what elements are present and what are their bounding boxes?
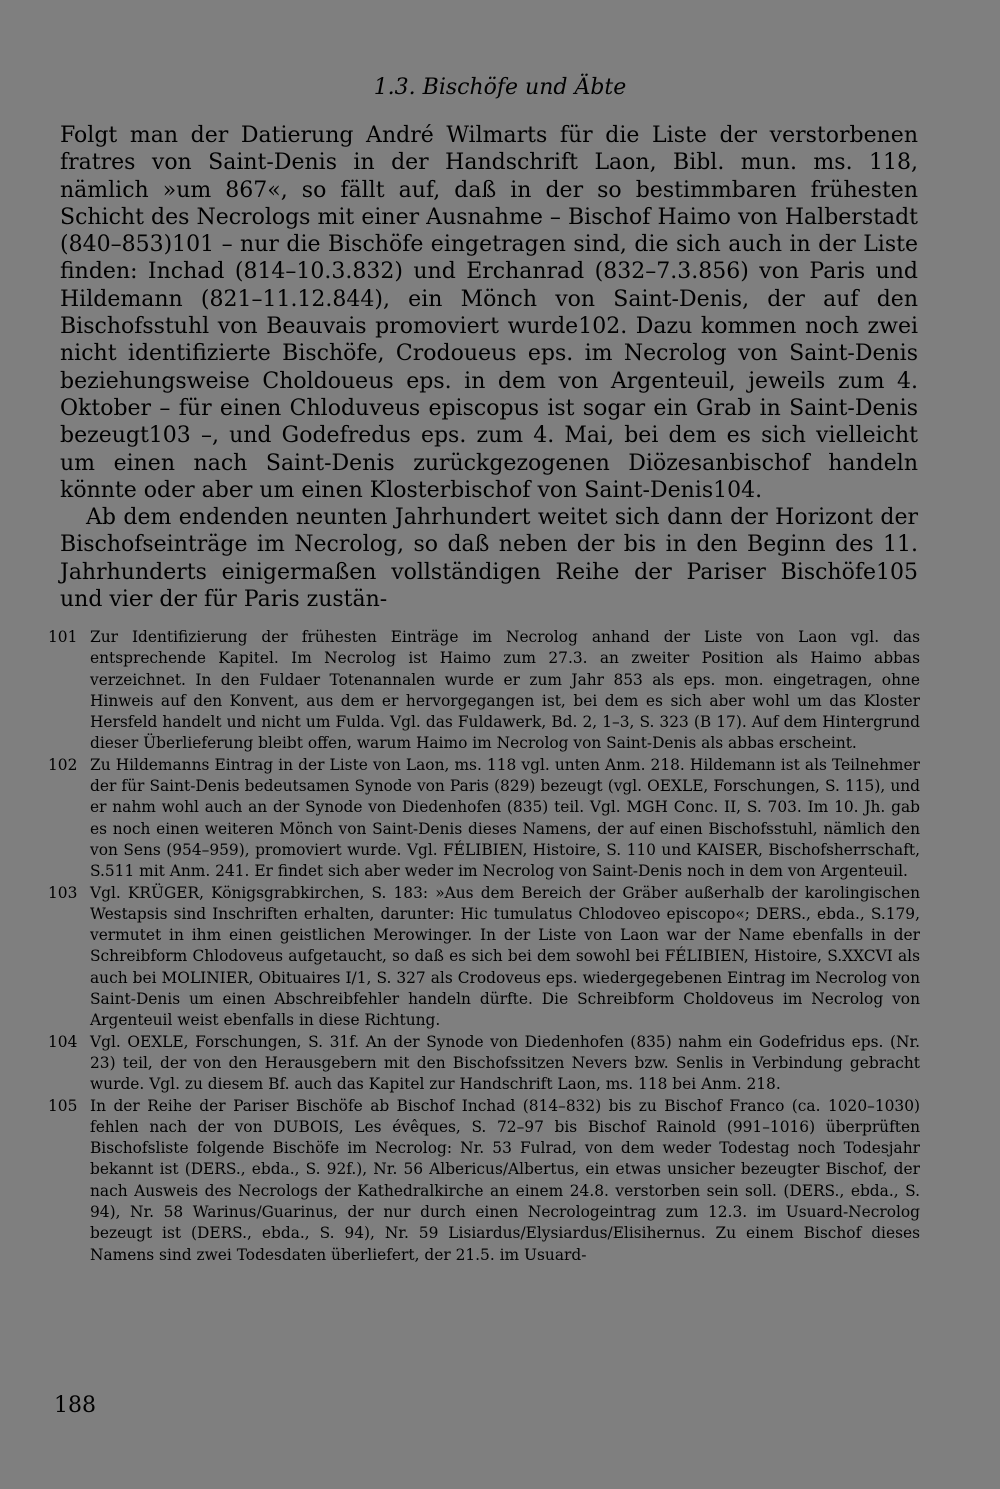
footnote-text: Zu Hildemanns Eintrag in der Liste von Laon, ms. 118 vgl. unten Anm. 218. Hildemann ist als Teilnehmer der für Saint-Denis bedeutsamen Synode von Paris (829) bezeugt (vgl. OEXLE, Forschungen, S. 115), und er nahm wohl auch an der Synode von Diedenhofen (835) teil. Vgl. MGH Conc. II, S. 703. Im 10. Jh. gab es noch einen weiteren Mönch von Saint-Denis dieses Namens, der auf einen Bischofsstuhl, nämlich den von Sens (954–959), promoviert wurde. Vgl. FÉLIBIEN, Histoire, S. 110 und KAISER, Bischofsherrschaft, S.511 mit Anm. 241. Er findet sich aber weder im Necrolog von Saint-Denis noch in dem von Argenteuil. <box>90 755 920 881</box>
footnote-text: Zur Identifizierung der frühesten Einträge im Necrolog anhand der Liste von Laon vgl. das entsprechende Kapitel. Im Necrolog ist Haimo zum 27.3. an zweiter Position als Haimo abbas verzeichnet. In den Fuldaer Totenannalen wurde er zum Jahr 853 als eps. mon. eingetragen, ohne Hinweis auf den Konvent, aus dem er hervorgegangen ist, bei dem es sich aber wohl um das Kloster Hersfeld handelt und nicht um Fulda. Vgl. das Fuldawerk, Bd. 2, 1–3, S. 323 (B 17). Auf dem Hintergrund dieser Überlieferung bleibt offen, warum Haimo im Necrolog von Saint-Denis als abbas erscheint. <box>90 628 920 753</box>
footnote-105 <box>48 1096 920 1266</box>
footnote-text: In der Reihe der Pariser Bischöfe ab Bischof Inchad (814–832) bis zu Bischof Franco (ca. 1020–1030) fehlen nach der von DUBOIS, Les évêques, S. 72–97 bis Bischof Rainold (991–1016) überprüften Bischofsliste folgende Bischöfe im Necrolog: Nr. 53 Fulrad, von dem weder Todestag noch Todesjahr bekannt ist (DERS., ebda., S. 92f.), Nr. 56 Albericus/Albertus, ein etwas unsicher bezeugter Bischof, der nach Ausweis des Necrologs der Kathedralkirche an einem 24.8. verstorben sein soll. (DERS., ebda., S. 94), Nr. 58 Warinus/Guarinus, der nur durch einen Necrologeintrag zum 12.3. im Usuard-Necrolog bezeugt ist (DERS., ebda., S. 94), Nr. 59 Lisiardus/Elysiardus/Elisihernus. Zu einem Bischof dieses Namens sind zwei Todesdaten überliefert, der 21.5. im Usuard- <box>90 1096 920 1264</box>
body-paragraph-1: Folgt man der Datierung André Wilmarts für die Liste der verstorbenen fratres von Saint-Denis in der Handschrift Laon, Bibl. mun. ms. 118, nämlich »um 867«, so fällt auf, daß in der so bestimmbaren frühesten Schicht des Necrologs mit einer Ausnahme – Bischof Haimo von Halberstadt (840–853)101 – nur die Bischöfe eingetragen sind, die sich auch in der Liste finden: Inchad (814–10.3.832) und Erchanrad (832–7.3.856) von Paris und Hildemann (821–11.12.844), ein Mönch von Saint-Denis, der auf den Bischofsstuhl von Beauvais promoviert wurde102. Dazu kommen noch zwei nicht identifizierte Bischöfe, Crodoueus eps. im Necrolog von Saint-Denis beziehungsweise Choldoueus eps. in dem von Argenteuil, jeweils zum 4. Oktober – für einen Chloduveus episcopus ist sogar ein Grab in Saint-Denis bezeugt103 –, und Godefredus eps. zum 4. Mai, bei dem es sich vielleicht um einen nach Saint-Denis zurückgezogenen Diözesanbischof handeln könnte oder aber um einen Klosterbischof von Saint-Denis104. <box>60 123 918 503</box>
footnote-104 <box>48 1032 920 1096</box>
page-number: 188 <box>54 1393 96 1418</box>
footnote-number: 102 <box>48 755 78 774</box>
footnote-number: 101 <box>48 628 78 646</box>
footnotes <box>48 627 920 1266</box>
running-title: 1.3. Bischöfe und Äbte <box>373 75 627 100</box>
footnote-103 <box>48 883 920 1032</box>
footnote-102 <box>48 755 920 883</box>
footnote-text: Vgl. OEXLE, Forschungen, S. 31f. An der Synode von Diedenhofen (835) nahm ein Godefridus eps. (Nr. 23) teil, der von den Herausgebern mit den Bischofssitzen Nevers bzw. Senlis in Verbindung gebracht wurde. Vgl. zu diesem Bf. auch das Kapitel zur Handschrift Laon, ms. 118 bei Anm. 218. <box>90 1032 920 1094</box>
footnote-number: 103 <box>48 883 78 902</box>
footnote-101 <box>48 627 920 755</box>
footnote-number: 105 <box>48 1096 78 1115</box>
main-text <box>60 122 918 613</box>
body-paragraph-2: Ab dem endenden neunten Jahrhundert weitet sich dann der Horizont der Bischofseinträge im Necrolog, so daß neben der bis in den Beginn des 11. Jahrhunderts einigermaßen vollständigen Reihe der Pariser Bischöfe105 und vier der für Paris zustän- <box>60 505 918 613</box>
footnote-number: 104 <box>48 1032 78 1051</box>
footnote-text: Vgl. KRÜGER, Königsgrabkirchen, S. 183: »Aus dem Bereich der Gräber außerhalb der karolingischen Westapsis sind Inschriften erhalten, darunter: Hic tumulatus Chlodoveo episcopo«; DERS., ebda., S.179, vermutet in ihm einen geistlichen Merowinger. In der Liste von Laon war der Name ebenfalls in der Schreibform Chlodoveus aufgetaucht, so daß es sich bei dem sowohl bei FÉLIBIEN, Histoire, S.XXCVI als auch bei MOLINIER, Obituaires I/1, S. 327 als Crodoveus eps. wiedergegebenen Eintrag im Necrolog von Saint-Denis um einen Abschreibfehler handeln dürfte. Die Schreibform Choldoveus im Necrolog von Argenteuil weist ebenfalls in diese Richtung. <box>90 883 920 1030</box>
